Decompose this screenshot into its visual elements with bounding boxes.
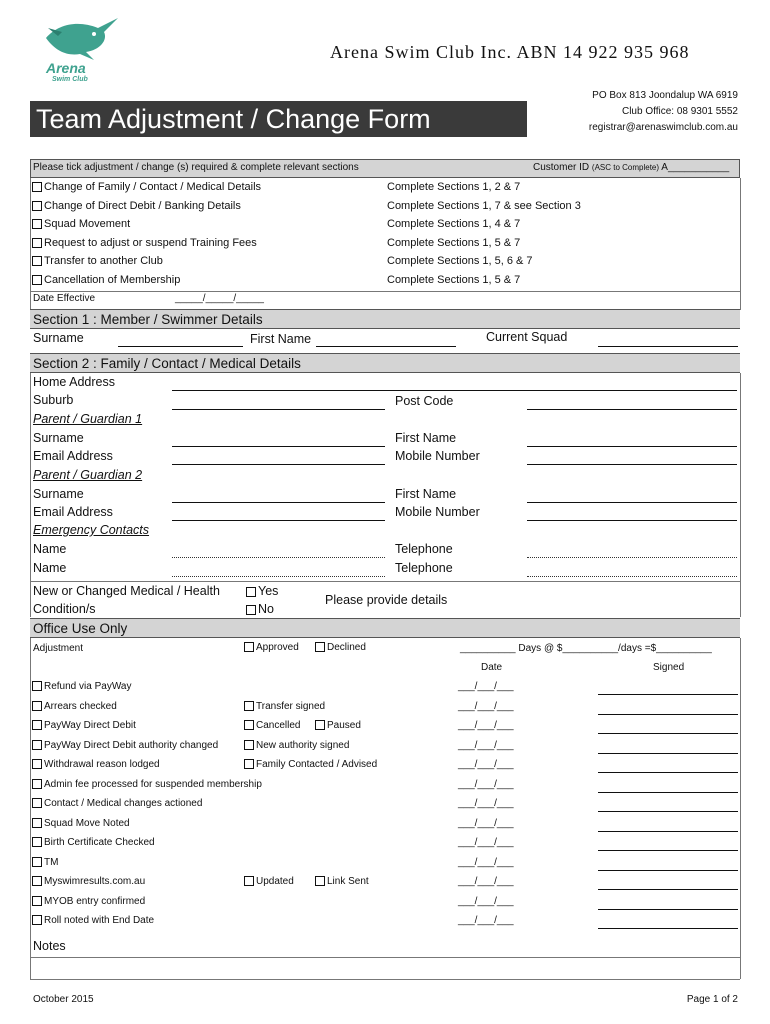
- office-date-input[interactable]: ___/___/___: [458, 700, 514, 712]
- footer-page: Page 1 of 2: [686, 994, 738, 1005]
- checkbox[interactable]: [32, 681, 42, 691]
- office-signed-input[interactable]: [598, 928, 738, 929]
- logo-text-bottom: Swim Club: [52, 76, 88, 83]
- customer-id-text: Customer ID: [533, 162, 590, 173]
- office-item-label: Withdrawal reason lodged: [44, 759, 160, 770]
- change-label: Change of Family / Contact / Medical Details: [44, 181, 262, 193]
- postcode-input[interactable]: [527, 409, 737, 410]
- office-item-label: Arrears checked: [44, 700, 117, 712]
- suburb-label: Suburb: [33, 393, 74, 407]
- office-option-label: Family Contacted / Advised: [256, 759, 378, 770]
- office-signed-input[interactable]: [598, 733, 738, 734]
- provide-details-label: Please provide details: [325, 593, 448, 607]
- office-header: Office Use Only: [30, 618, 740, 638]
- checkbox[interactable]: [32, 837, 42, 847]
- g2-email-label: Email Address: [33, 505, 113, 519]
- g2-surname-input[interactable]: [172, 502, 385, 503]
- office-date-input[interactable]: ___/___/___: [458, 856, 514, 868]
- checkbox[interactable]: [246, 587, 256, 597]
- change-sections-note: Complete Sections 1, 2 & 7: [387, 181, 521, 193]
- ec2-telephone-label: Telephone: [395, 561, 453, 575]
- office-date-input[interactable]: ___/___/___: [458, 778, 514, 790]
- office-option-label: Transfer signed: [256, 700, 326, 712]
- adjustment-label: Adjustment: [33, 643, 84, 654]
- change-option[interactable]: [32, 200, 241, 212]
- club-phone: Club Office: 08 9301 5552: [621, 106, 738, 117]
- office-item-label: TM: [44, 856, 59, 868]
- medical-yes-option[interactable]: [246, 584, 278, 598]
- g1-mobile-input[interactable]: [527, 464, 737, 465]
- ec2-name-label: Name: [33, 561, 67, 575]
- office-option-label: Cancelled: [256, 720, 301, 731]
- notes-label: Notes: [33, 939, 66, 953]
- office-option[interactable]: [244, 720, 300, 731]
- s1-squad-input[interactable]: [598, 346, 738, 347]
- office-item-label: MYOB entry confirmed: [44, 895, 146, 907]
- office-check-item[interactable]: [32, 740, 218, 751]
- office-date-input[interactable]: ___/___/___: [458, 915, 514, 926]
- office-item-label: Birth Certificate Checked: [44, 837, 155, 848]
- office-item-label: PayWay Direct Debit authority changed: [44, 739, 219, 751]
- g2-firstname-label: First Name: [395, 487, 457, 501]
- g1-surname-label: Surname: [33, 431, 84, 445]
- ec2-telephone-input[interactable]: [527, 576, 737, 577]
- office-signed-input[interactable]: [598, 889, 738, 890]
- change-label: Request to adjust or suspend Training Fees: [44, 236, 257, 249]
- checkbox[interactable]: [244, 642, 254, 652]
- s1-surname-input[interactable]: [118, 346, 243, 347]
- office-check-item[interactable]: [32, 701, 117, 712]
- home-address-input[interactable]: [172, 390, 737, 391]
- office-item-label: Myswimresults.com.au: [44, 876, 146, 887]
- office-option[interactable]: [244, 759, 377, 770]
- declined-option[interactable]: [315, 642, 366, 653]
- office-date-input[interactable]: ___/___/___: [458, 681, 514, 692]
- g1-firstname-input[interactable]: [527, 446, 737, 447]
- notes-area[interactable]: [30, 979, 740, 980]
- club-email: registrar@arenaswimclub.com.au: [588, 122, 738, 133]
- checkbox[interactable]: [32, 219, 42, 229]
- date-effective-value[interactable]: _____/_____/_____: [175, 293, 264, 304]
- change-label: Squad Movement: [44, 218, 131, 231]
- office-date-input[interactable]: ___/___/___: [458, 798, 514, 809]
- change-option[interactable]: [32, 274, 180, 286]
- checkbox[interactable]: [32, 182, 42, 192]
- guardian2-heading: Parent / Guardian 2: [33, 468, 143, 482]
- form-title: Team Adjustment / Change Form: [30, 101, 527, 137]
- date-header: Date: [481, 662, 503, 673]
- change-label: Change of Direct Debit / Banking Details: [44, 199, 241, 212]
- office-item-label: Admin fee processed for suspended membership: [44, 778, 262, 790]
- checkbox[interactable]: [32, 201, 42, 211]
- office-option-label: Updated: [256, 876, 294, 887]
- change-option[interactable]: [32, 237, 257, 249]
- club-address: PO Box 813 Joondalup WA 6919: [592, 90, 738, 101]
- org-title: Arena Swim Club Inc. ABN 14 922 935 968: [330, 42, 690, 62]
- checkbox[interactable]: [32, 759, 42, 769]
- ec1-name-label: Name: [33, 542, 67, 556]
- customer-id-value[interactable]: A___________: [661, 162, 730, 173]
- g1-email-label: Email Address: [33, 449, 113, 463]
- ec1-telephone-label: Telephone: [395, 542, 453, 556]
- office-option[interactable]: [315, 720, 361, 731]
- customer-id-note: (ASC to Complete): [591, 163, 660, 172]
- office-check-item[interactable]: [32, 779, 262, 790]
- signed-header: Signed: [653, 662, 685, 673]
- office-signed-input[interactable]: [598, 753, 738, 754]
- office-signed-input[interactable]: [598, 870, 738, 871]
- yes-label: Yes: [258, 584, 279, 598]
- checkbox[interactable]: [244, 740, 254, 750]
- office-check-item[interactable]: [32, 818, 130, 829]
- ec1-telephone-input[interactable]: [527, 557, 737, 558]
- office-option[interactable]: [315, 876, 369, 887]
- office-item-label: Refund via PayWay: [44, 681, 132, 692]
- office-check-item[interactable]: [32, 837, 155, 848]
- ec2-name-input[interactable]: [172, 576, 385, 577]
- s1-squad-label: Current Squad: [486, 330, 568, 344]
- checkbox[interactable]: [32, 915, 42, 925]
- g1-firstname-label: First Name: [395, 431, 457, 445]
- office-item-label: Roll noted with End Date: [44, 915, 155, 926]
- office-signed-input[interactable]: [598, 909, 738, 910]
- office-check-item[interactable]: [32, 720, 136, 731]
- change-option[interactable]: [32, 218, 130, 230]
- change-sections-note: Complete Sections 1, 4 & 7: [387, 218, 521, 231]
- office-signed-input[interactable]: [598, 811, 738, 812]
- medical-no-option[interactable]: [246, 602, 274, 616]
- checkbox[interactable]: [246, 605, 256, 615]
- emergency-heading: Emergency Contacts: [33, 523, 150, 537]
- change-sections-note: Complete Sections 1, 5 & 7: [387, 274, 521, 286]
- approved-option[interactable]: [244, 642, 299, 653]
- office-date-input[interactable]: ___/___/___: [458, 895, 514, 907]
- office-date-input[interactable]: ___/___/___: [458, 759, 514, 770]
- office-signed-input[interactable]: [598, 714, 738, 715]
- office-option[interactable]: [244, 740, 349, 751]
- office-date-input[interactable]: ___/___/___: [458, 720, 514, 731]
- customer-id-label: [533, 162, 729, 173]
- ec1-name-input[interactable]: [172, 557, 385, 558]
- checkbox[interactable]: [32, 818, 42, 828]
- checkbox[interactable]: [32, 798, 42, 808]
- g2-email-input[interactable]: [172, 520, 385, 521]
- office-signed-input[interactable]: [598, 772, 738, 773]
- change-option[interactable]: [32, 181, 261, 193]
- declined-label: Declined: [327, 642, 366, 653]
- date-effective-label: Date Effective: [33, 293, 96, 304]
- office-date-input[interactable]: ___/___/___: [458, 837, 514, 848]
- days-calculation[interactable]: __________ Days @ $__________/days =$__________: [460, 643, 712, 654]
- postcode-label: Post Code: [395, 394, 454, 408]
- office-check-item[interactable]: [32, 896, 145, 907]
- checkbox[interactable]: [32, 256, 42, 266]
- instruction-text: Please tick adjustment / change (s) required & complete relevant sections: [33, 162, 359, 173]
- medical-label-1: New or Changed Medical / Health: [33, 584, 220, 598]
- suburb-input[interactable]: [172, 409, 385, 410]
- checkbox[interactable]: [32, 720, 42, 730]
- office-check-item[interactable]: [32, 857, 58, 868]
- guardian1-heading: Parent / Guardian 1: [33, 412, 143, 426]
- checkbox[interactable]: [32, 238, 42, 248]
- footer-date: October 2015: [33, 994, 94, 1005]
- g1-surname-input[interactable]: [172, 446, 385, 447]
- checkbox[interactable]: [32, 740, 42, 750]
- g2-mobile-label: Mobile Number: [395, 505, 480, 519]
- change-sections-note: Complete Sections 1, 7 & see Section 3: [387, 199, 581, 212]
- change-label: Cancellation of Membership: [44, 274, 181, 286]
- change-sections-note: Complete Sections 1, 5 & 7: [387, 236, 521, 249]
- office-option-label: Paused: [327, 720, 361, 731]
- office-date-input[interactable]: ___/___/___: [458, 876, 514, 887]
- home-address-label: Home Address: [33, 375, 115, 389]
- s1-surname-label: Surname: [33, 331, 84, 345]
- section2-header: Section 2 : Family / Contact / Medical Details: [30, 353, 740, 373]
- office-item-label: PayWay Direct Debit: [44, 720, 136, 731]
- approved-label: Approved: [256, 642, 299, 653]
- checkbox[interactable]: [32, 275, 42, 285]
- medical-label-2: Condition/s: [33, 602, 96, 616]
- section1-header: Section 1 : Member / Swimmer Details: [30, 309, 740, 329]
- checkbox[interactable]: [244, 701, 254, 711]
- office-check-item[interactable]: [32, 915, 154, 926]
- checkbox[interactable]: [32, 876, 42, 886]
- change-label: Transfer to another Club: [44, 255, 163, 268]
- g1-mobile-label: Mobile Number: [395, 449, 480, 463]
- checkbox[interactable]: [315, 876, 325, 886]
- g2-firstname-input[interactable]: [527, 502, 737, 503]
- checkbox[interactable]: [32, 857, 42, 867]
- office-option[interactable]: [244, 701, 325, 712]
- checkbox[interactable]: [244, 759, 254, 769]
- office-check-item[interactable]: [32, 681, 131, 692]
- s1-firstname-input[interactable]: [316, 346, 456, 347]
- office-signed-input[interactable]: [598, 792, 738, 793]
- g1-email-input[interactable]: [172, 464, 385, 465]
- office-option[interactable]: [244, 876, 294, 887]
- office-signed-input[interactable]: [598, 850, 738, 851]
- office-option-label: Link Sent: [327, 876, 369, 887]
- checkbox[interactable]: [244, 876, 254, 886]
- office-item-label: Contact / Medical changes actioned: [44, 798, 203, 809]
- office-signed-input[interactable]: [598, 694, 738, 695]
- no-label: No: [258, 602, 274, 616]
- office-check-item[interactable]: [32, 876, 145, 887]
- checkbox[interactable]: [32, 701, 42, 711]
- s1-firstname-label: First Name: [250, 332, 312, 346]
- office-check-item[interactable]: [32, 759, 160, 770]
- g2-surname-label: Surname: [33, 487, 84, 501]
- office-check-item[interactable]: [32, 798, 202, 809]
- club-logo: [38, 14, 123, 86]
- change-option[interactable]: [32, 255, 163, 267]
- office-item-label: Squad Move Noted: [44, 817, 130, 829]
- checkbox[interactable]: [32, 779, 42, 789]
- office-date-input[interactable]: ___/___/___: [458, 817, 514, 829]
- g2-mobile-input[interactable]: [527, 520, 737, 521]
- checkbox[interactable]: [315, 720, 325, 730]
- office-option-label: New authority signed: [256, 739, 350, 751]
- logo-text-top: Arena: [46, 60, 86, 76]
- checkbox[interactable]: [32, 896, 42, 906]
- office-signed-input[interactable]: [598, 831, 738, 832]
- checkbox[interactable]: [315, 642, 325, 652]
- office-date-input[interactable]: ___/___/___: [458, 739, 514, 751]
- checkbox[interactable]: [244, 720, 254, 730]
- change-sections-note: Complete Sections 1, 5, 6 & 7: [387, 255, 533, 268]
